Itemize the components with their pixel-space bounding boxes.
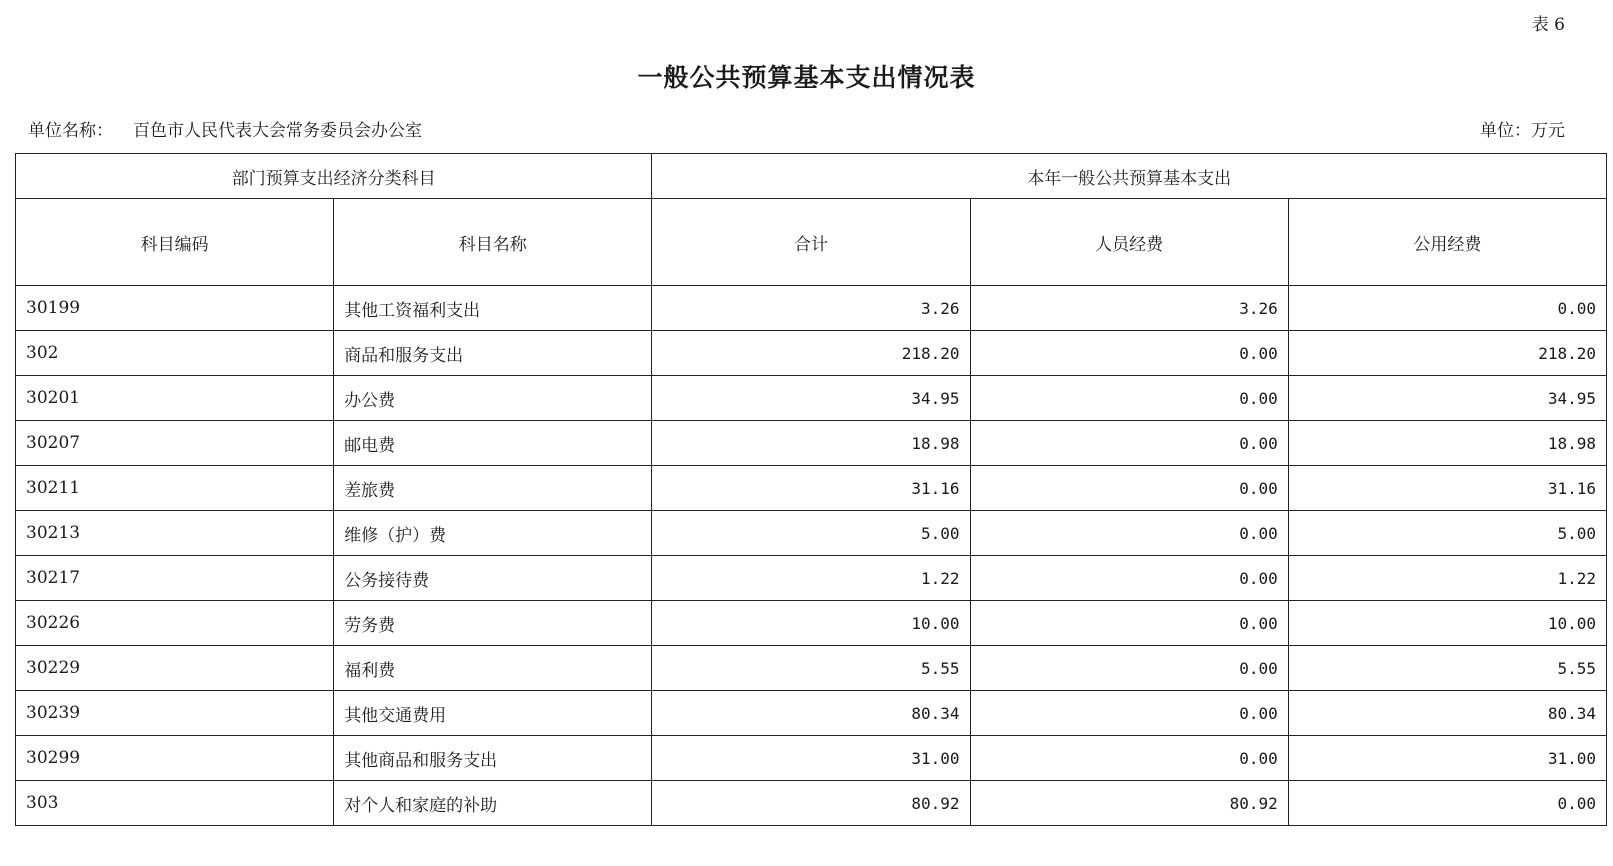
table-row [16, 646, 1607, 691]
cell-name: 公务接待费 [334, 556, 652, 601]
header-total: 合计 [652, 199, 970, 286]
cell-name: 办公费 [334, 376, 652, 421]
header-row-columns [16, 199, 1607, 286]
cell-code: 30207 [16, 421, 334, 466]
cell-code: 30239 [16, 691, 334, 736]
header-code: 科目编码 [16, 199, 334, 286]
budget-table [15, 153, 1607, 826]
cell-total: 1.22 [652, 556, 970, 601]
cell-code: 302 [16, 331, 334, 376]
table-row [16, 601, 1607, 646]
table-row [16, 331, 1607, 376]
unit-name-value: 百色市人民代表大会常务委员会办公室 [133, 121, 422, 141]
cell-public: 18.98 [1288, 421, 1606, 466]
cell-public: 218.20 [1288, 331, 1606, 376]
cell-code: 30226 [16, 601, 334, 646]
table-row [16, 736, 1607, 781]
unit-label: 单位：万元 [1480, 121, 1565, 141]
cell-code: 30211 [16, 466, 334, 511]
header-row-group [16, 154, 1607, 199]
cell-name: 差旅费 [334, 466, 652, 511]
cell-personnel: 80.92 [970, 781, 1288, 826]
cell-public: 0.00 [1288, 781, 1606, 826]
cell-code: 30201 [16, 376, 334, 421]
cell-public: 80.34 [1288, 691, 1606, 736]
cell-name: 其他工资福利支出 [334, 286, 652, 331]
cell-name: 劳务费 [334, 601, 652, 646]
cell-public: 5.55 [1288, 646, 1606, 691]
cell-total: 80.92 [652, 781, 970, 826]
header-personnel: 人员经费 [970, 199, 1288, 286]
table-row [16, 286, 1607, 331]
cell-personnel: 3.26 [970, 286, 1288, 331]
cell-personnel: 0.00 [970, 601, 1288, 646]
header-name: 科目名称 [334, 199, 652, 286]
table-row [16, 556, 1607, 601]
table-row [16, 511, 1607, 556]
cell-code: 303 [16, 781, 334, 826]
cell-personnel: 0.00 [970, 376, 1288, 421]
cell-name: 福利费 [334, 646, 652, 691]
unit-name-line [28, 116, 422, 141]
cell-name: 邮电费 [334, 421, 652, 466]
cell-personnel: 0.00 [970, 511, 1288, 556]
cell-name: 对个人和家庭的补助 [334, 781, 652, 826]
cell-personnel: 0.00 [970, 646, 1288, 691]
cell-public: 34.95 [1288, 376, 1606, 421]
cell-name: 其他商品和服务支出 [334, 736, 652, 781]
cell-total: 31.00 [652, 736, 970, 781]
cell-personnel: 0.00 [970, 736, 1288, 781]
cell-name: 维修（护）费 [334, 511, 652, 556]
cell-name: 其他交通费用 [334, 691, 652, 736]
cell-personnel: 0.00 [970, 331, 1288, 376]
table-row [16, 691, 1607, 736]
cell-personnel: 0.00 [970, 421, 1288, 466]
cell-code: 30299 [16, 736, 334, 781]
cell-public: 31.00 [1288, 736, 1606, 781]
cell-total: 218.20 [652, 331, 970, 376]
cell-public: 31.16 [1288, 466, 1606, 511]
cell-total: 3.26 [652, 286, 970, 331]
cell-public: 5.00 [1288, 511, 1606, 556]
cell-public: 10.00 [1288, 601, 1606, 646]
cell-code: 30217 [16, 556, 334, 601]
cell-total: 18.98 [652, 421, 970, 466]
cell-public: 0.00 [1288, 286, 1606, 331]
cell-total: 10.00 [652, 601, 970, 646]
table-number: 表 6 [1531, 15, 1565, 35]
cell-name: 商品和服务支出 [334, 331, 652, 376]
cell-public: 1.22 [1288, 556, 1606, 601]
cell-code: 30213 [16, 511, 334, 556]
header-economic-classification: 部门预算支出经济分类科目 [16, 154, 652, 199]
table-row [16, 421, 1607, 466]
cell-total: 80.34 [652, 691, 970, 736]
cell-personnel: 0.00 [970, 691, 1288, 736]
cell-total: 31.16 [652, 466, 970, 511]
table-row [16, 376, 1607, 421]
table-body [16, 286, 1607, 826]
table-row [16, 781, 1607, 826]
page-title: 一般公共预算基本支出情况表 [637, 63, 976, 92]
unit-name-label: 单位名称： [28, 121, 113, 141]
cell-total: 34.95 [652, 376, 970, 421]
cell-personnel: 0.00 [970, 556, 1288, 601]
cell-total: 5.55 [652, 646, 970, 691]
cell-total: 5.00 [652, 511, 970, 556]
cell-personnel: 0.00 [970, 466, 1288, 511]
cell-code: 30199 [16, 286, 334, 331]
header-public: 公用经费 [1288, 199, 1606, 286]
cell-code: 30229 [16, 646, 334, 691]
header-basic-expenditure: 本年一般公共预算基本支出 [652, 154, 1607, 199]
table-row [16, 466, 1607, 511]
